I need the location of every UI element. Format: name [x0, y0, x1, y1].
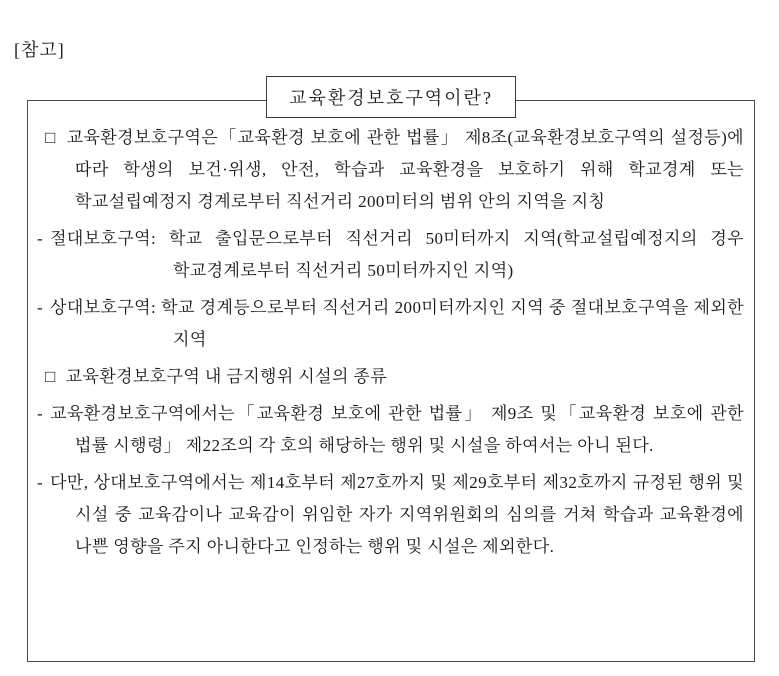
- square-bullet-icon: □: [45, 367, 56, 386]
- paragraph-text: 절대보호구역: 학교 출입문으로부터 직선거리 50미터까지 지역(학교설립예정지의 경우 학교경계로부터 직선거리 50미터까지인 지역): [50, 229, 744, 280]
- dash-bullet-icon: -: [37, 473, 44, 492]
- dash-bullet-icon: -: [37, 298, 44, 317]
- info-box-title: 교육환경보호구역이란?: [266, 76, 516, 118]
- square-bullet-icon: □: [45, 128, 57, 147]
- info-box: [27, 88, 755, 662]
- dash-bullet-icon: -: [37, 229, 44, 248]
- paragraph: [28, 292, 744, 356]
- paragraph-text: 교육환경보호구역에서는「교육환경 보호에 관한 법률」 제9조 및「교육환경 보호에 관한 법률 시행령」 제22조의 각 호의 해당하는 행위 및 시설을 하여서는 아니 된다.: [50, 404, 744, 455]
- reference-label: [참고]: [14, 40, 65, 60]
- paragraph-text: 상대보호구역: 학교 경계등으로부터 직선거리 200미터까지인 지역 중 절대보호구역을 제외한 지역: [50, 298, 744, 349]
- paragraph: [28, 467, 744, 563]
- paragraph-text: 다만, 상대보호구역에서는 제14호부터 제27호까지 및 제29호부터 제32호까지 규정된 행위 및 시설 중 교육감이나 교육감이 위임한 자가 지역위원회의 심의를 거쳐 학습과 교육환경에 나쁜 영향을 주지 아니한다고 인정하는 행위 및 시설은 제외한다.: [50, 473, 744, 556]
- paragraph-list: [28, 101, 754, 568]
- paragraph: [28, 223, 744, 287]
- paragraph-text: 교육환경보호구역 내 금지행위 시설의 종류: [65, 367, 388, 386]
- dash-bullet-icon: -: [37, 404, 44, 423]
- paragraph: [28, 122, 744, 218]
- paragraph: [28, 361, 744, 393]
- paragraph-text: 교육환경보호구역은「교육환경 보호에 관한 법률」 제8조(교육환경보호구역의 설정등)에 따라 학생의 보건·위생, 안전, 학습과 교육환경을 보호하기 위해 학교경계 또는 학교설립예정지 경계로부터 직선거리 200미터의 범위 안의 지역을 지칭: [66, 128, 744, 211]
- paragraph: [28, 398, 744, 462]
